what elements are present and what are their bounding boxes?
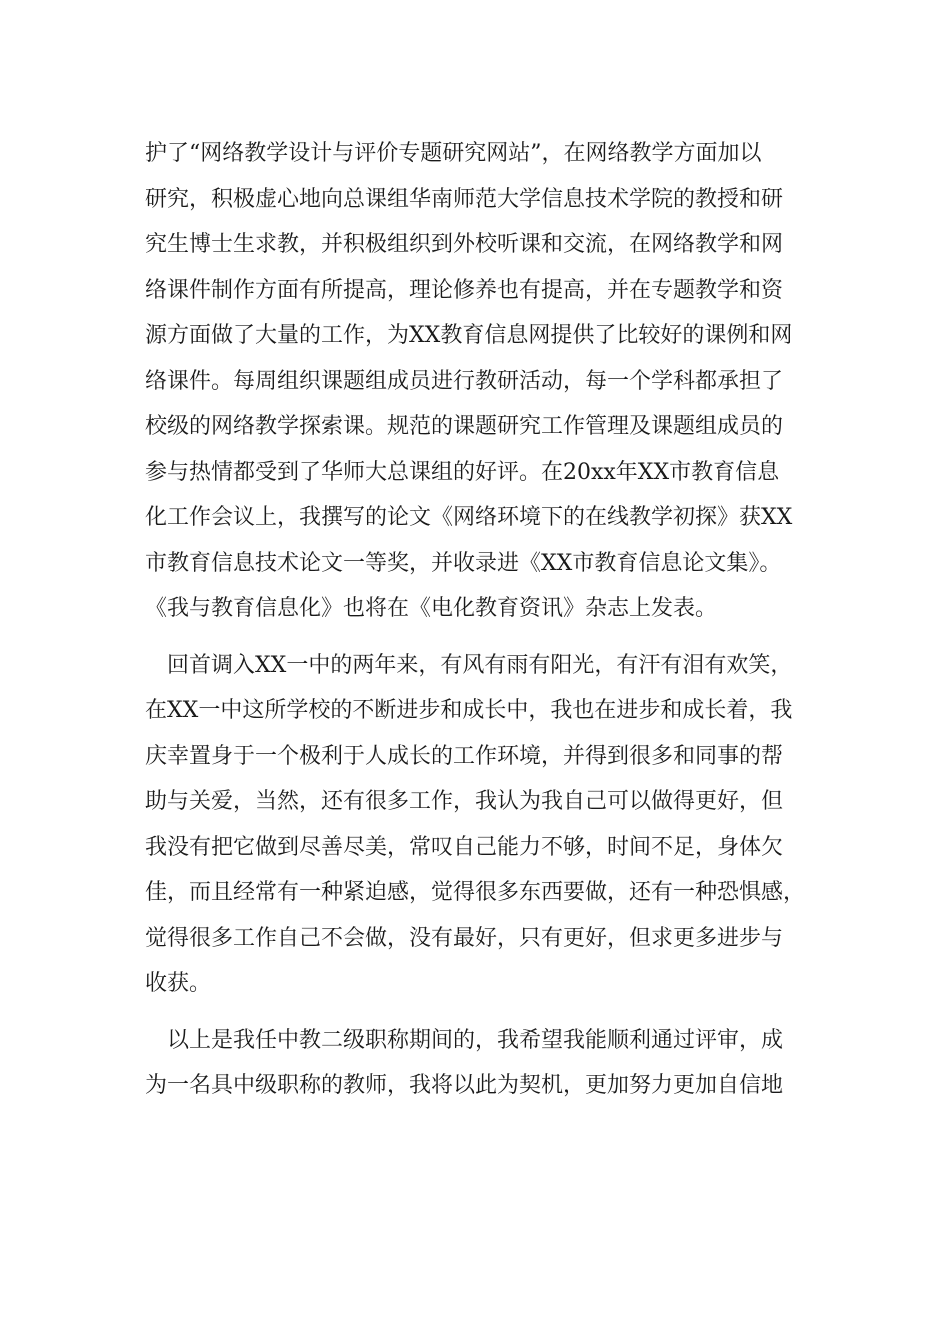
text-line: 护了“网络教学设计与评价专题研究网站”，在网络教学方面加以 — [145, 141, 762, 166]
text-line: 觉得很多工作自己不会做，没有最好，只有更好，但求更多进步与 — [145, 925, 784, 951]
text-line: 庆幸置身于一个极利于人成长的工作环境，并得到很多和同事的帮 — [145, 743, 784, 769]
text-line: 在XX一中这所学校的不断进步和成长中，我也在进步和成长着，我 — [145, 698, 793, 723]
document-body — [145, 131, 815, 1109]
text-line: 《我与教育信息化》也将在《电化教育资讯》杂志上发表。 — [145, 596, 718, 621]
text-line: 收获。 — [145, 971, 212, 996]
text-line: 市教育信息技术论文一等奖，并收录进《XX市教育信息论文集》。 — [145, 550, 782, 576]
text-line: 校级的网络教学探索课。规范的课题研究工作管理及课题组成员的 — [145, 414, 784, 439]
text-line: 化工作会议上，我撰写的论文《网络环境下的在线教学初探》获XX — [145, 505, 793, 530]
paragraph-spacer — [145, 632, 815, 643]
text-line: 为一名具中级职称的教师，我将以此为契机，更加努力更加自信地 — [145, 1073, 784, 1098]
text-line: 络课件制作方面有所提高，理论修养也有提高，并在专题教学和资 — [145, 277, 784, 303]
paragraph-2 — [145, 643, 815, 1007]
text-line: 我没有把它做到尽善尽美，常叹自己能力不够，时间不足，身体欠 — [145, 834, 784, 860]
text-line: 回首调入XX一中的两年来，有风有雨有阳光，有汗有泪有欢笑， — [145, 652, 793, 678]
paragraph-3 — [145, 1018, 815, 1109]
text-line: 络课件。每周组织课题组成员进行教研活动，每一个学科都承担了 — [145, 368, 784, 394]
paragraph-1 — [145, 131, 815, 632]
text-line: 参与热情都受到了华师大总课组的好评。在20xx年XX市教育信息 — [145, 459, 780, 485]
text-line: 源方面做了大量的工作，为XX教育信息网提供了比较好的课例和网 — [145, 323, 793, 348]
text-line: 佳，而且经常有一种紧迫感，觉得很多东西要做，还有一种恐惧感， — [145, 880, 806, 905]
paragraph-spacer — [145, 1007, 815, 1018]
text-line: 助与关爱，当然，还有很多工作，我认为我自己可以做得更好，但 — [145, 789, 784, 814]
text-line: 究生博士生求教，并积极组织到外校听课和交流，在网络教学和网 — [145, 232, 784, 257]
text-line: 研究，积极虚心地向总课组华南师范大学信息技术学院的教授和研 — [145, 186, 784, 212]
text-line: 以上是我任中教二级职称期间的，我希望我能顺利通过评审，成 — [145, 1027, 784, 1053]
